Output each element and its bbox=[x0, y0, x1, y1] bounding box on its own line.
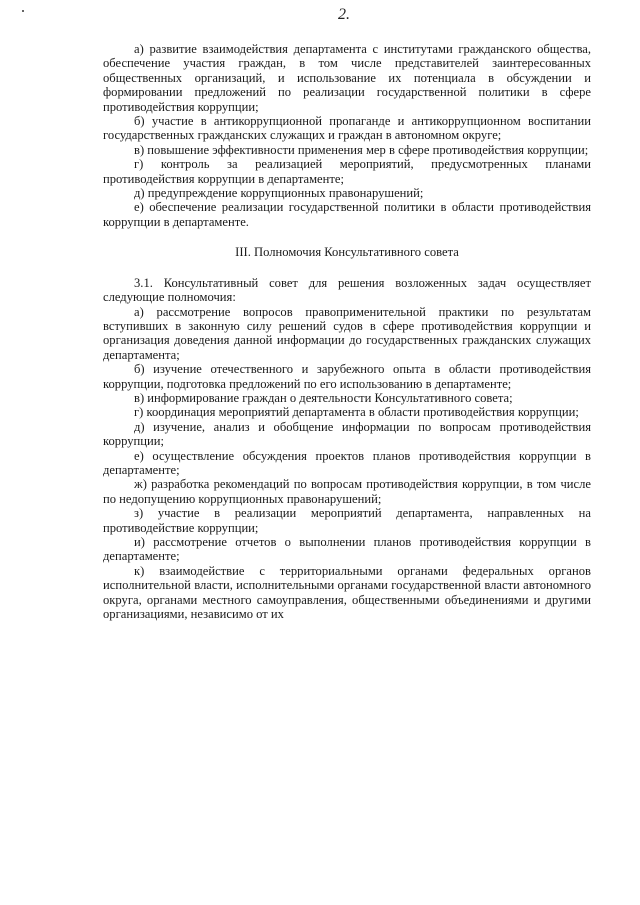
paragraph-d-analysis: д) изучение, анализ и обобщение информации по вопросам противодействия коррупции; bbox=[103, 419, 591, 449]
paragraph-v-efficiency: в) повышение эффективности применения мер в сфере противодействия коррупции; bbox=[134, 142, 589, 157]
paragraph-k-interaction: к) взаимодействие с территориальными органами федеральных органов исполнительной власти, исполнительными органами государственной власти автономного округа, органами местного самоуправления, общественными объединениями и другими организациями, независимо от их bbox=[103, 563, 591, 622]
scan-speck bbox=[22, 10, 24, 12]
page-number: 2. bbox=[338, 6, 350, 23]
paragraph-g-coordination: г) координация мероприятий департамента в области противодействия коррупции; bbox=[134, 405, 579, 420]
paragraph-d-prevention: д) предупреждение коррупционных правонарушений; bbox=[134, 186, 424, 201]
paragraph-z-participation: з) участие в реализации мероприятий департамента, направленных на противодействие коррупции; bbox=[103, 506, 591, 535]
paragraph-a-practice: а) рассмотрение вопросов правоприменительной практики по результатам вступивших в законную силу решений судов в сфере противодействия коррупции и организация доведения данной информации до государственных гражданских служащих департамента; bbox=[103, 304, 591, 362]
paragraph-3-1-intro: 3.1. Консультативный совет для решения возложенных задач осуществляет следующие полномочия: bbox=[103, 275, 591, 305]
paragraph-b-experience: б) изучение отечественного и зарубежного опыта в области противодействия коррупции, подготовка предложений по его использованию в департаменте; bbox=[103, 362, 591, 391]
section-heading: III. Полномочия Консультативного совета bbox=[235, 245, 459, 260]
paragraph-g-control: г) контроль за реализацией мероприятий, предусмотренных планами противодействия коррупции в департаменте; bbox=[103, 157, 591, 186]
paragraph-v-informing: в) информирование граждан о деятельности Консультативного совета; bbox=[134, 390, 513, 405]
paragraph-e-policy: е) обеспечение реализации государственной политики в области противодействия коррупции в департаменте. bbox=[103, 200, 591, 229]
paragraph-b-propaganda: б) участие в антикоррупционной пропаганде и антикоррупционном воспитании государственных гражданских служащих и граждан в автономном округе; bbox=[103, 114, 591, 143]
paragraph-e-discussion: е) осуществление обсуждения проектов планов противодействия коррупции в департаменте; bbox=[103, 448, 591, 477]
paragraph-i-reports: и) рассмотрение отчетов о выполнении планов противодействия коррупции в департаменте; bbox=[103, 535, 591, 564]
document-body bbox=[103, 42, 591, 621]
paragraph-zh-recommendations: ж) разработка рекомендаций по вопросам противодействия коррупции, в том числе по недопущению коррупционных правонарушений; bbox=[103, 477, 591, 506]
paragraph-a-civil-society: а) развитие взаимодействия департамента с институтами гражданского общества, обеспечение участия граждан, в том числе представителей заинтересованных общественных организаций, и использование их потенциала в обсуждении и формировании предложений по реализации государственной политики в сфере противодействия коррупции; bbox=[103, 42, 591, 114]
